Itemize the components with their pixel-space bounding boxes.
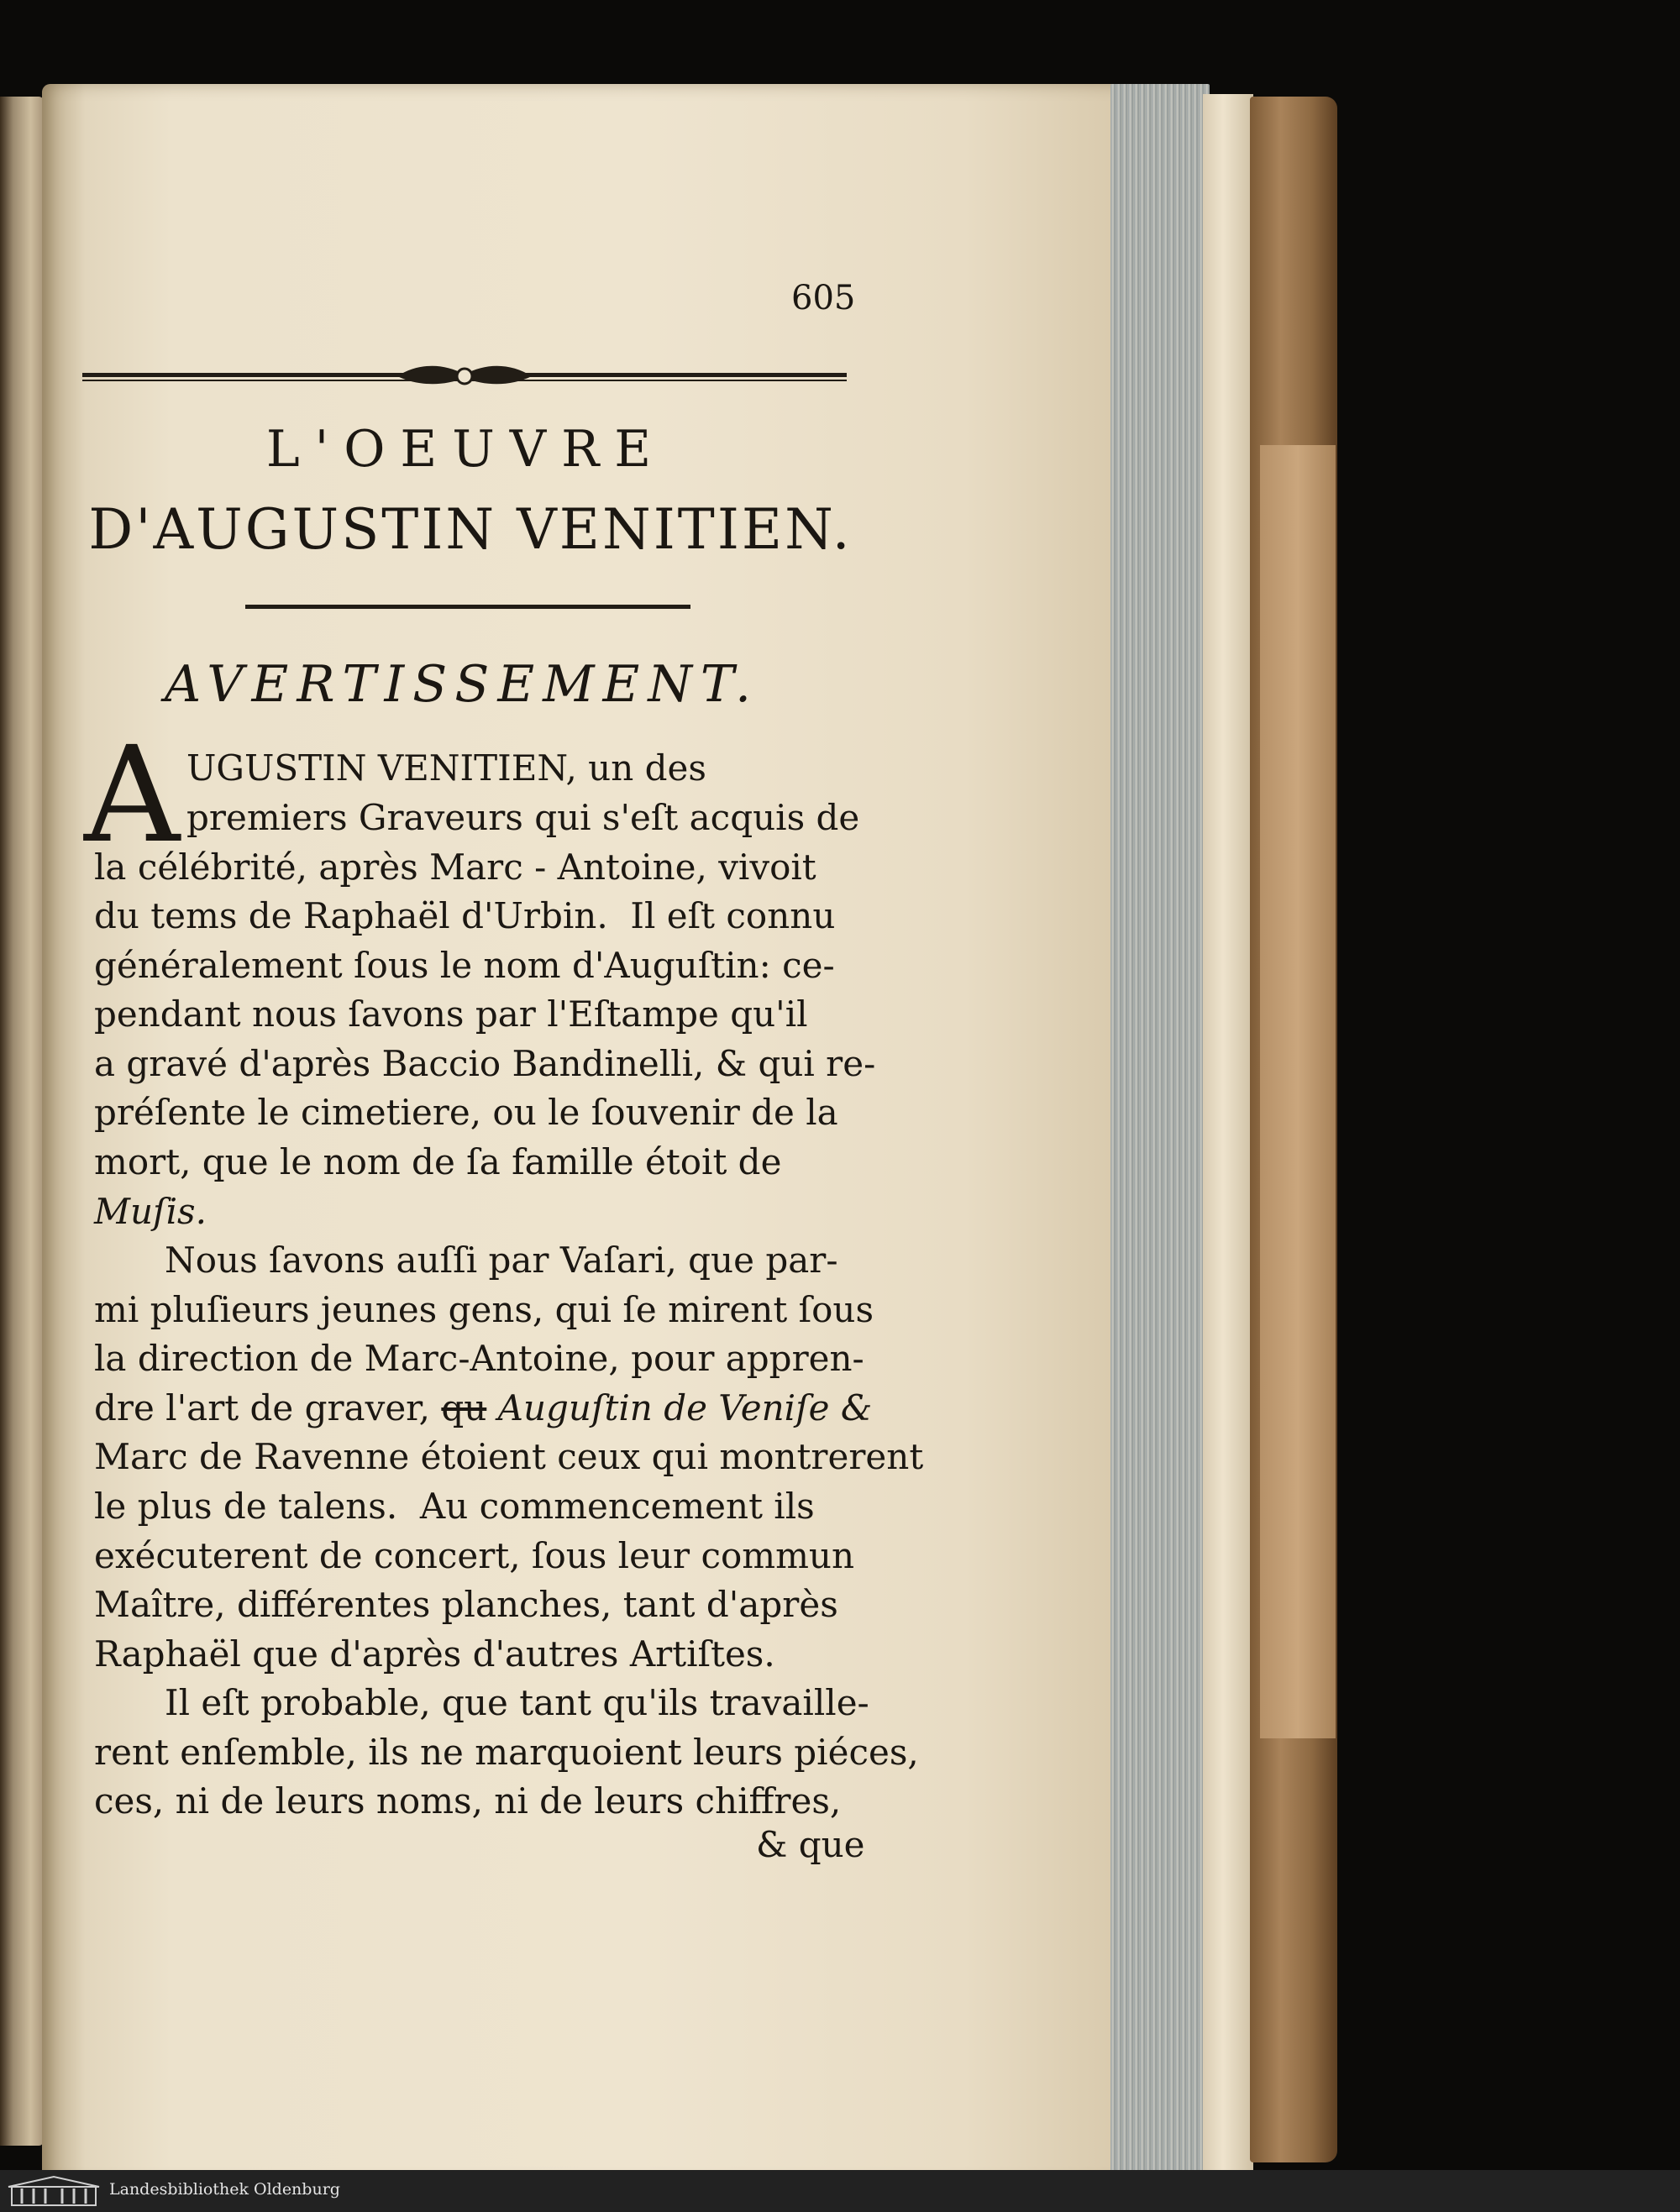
catchword: & que	[756, 1824, 865, 1865]
struck-word: qu	[441, 1387, 487, 1428]
body-line: exécuterent de concert, ſous leur commun	[94, 1535, 855, 1576]
library-label: Landesbibliothek Oldenburg	[109, 2180, 340, 2199]
body-line: du tems de Raphaël d'Urbin. Il eſt connu	[94, 895, 836, 936]
drop-cap: A	[84, 718, 181, 873]
body-line-end: Auguſtin de Veniſe &	[486, 1387, 873, 1428]
previous-page-edge	[0, 97, 44, 2146]
body-line: Raphaël que d'après d'autres Artiſtes.	[94, 1633, 775, 1675]
title-line-1: L'OEUVRE	[265, 420, 667, 479]
body-line-start: dre l'art de graver,	[94, 1387, 442, 1428]
body-line: la direction de Marc-Antoine, pour appren-	[94, 1338, 864, 1379]
section-heading: AVERTISSEMENT.	[164, 655, 760, 714]
body-line: pendant nous ſavons par l'Eſtampe qu'il	[94, 993, 808, 1035]
page-block-edges	[1110, 84, 1210, 2212]
body-line	[94, 1384, 873, 1434]
body-line: UGUSTIN VENITIEN, un des	[186, 747, 706, 789]
body-line: Nous ſavons auſſi par Vaſari, que par-	[165, 1240, 838, 1281]
body-line: a gravé d'après Baccio Bandinelli, & qui re-	[94, 1043, 876, 1084]
body-line: Il eſt probable, que tant qu'ils travaille-	[165, 1682, 869, 1723]
body-line: la célébrité, après Marc - Antoine, vivoit	[94, 847, 816, 888]
cover-leather-patch	[1260, 445, 1336, 1738]
library-building-icon	[5, 2175, 102, 2207]
body-line: premiers Graveurs qui s'eſt acquis de	[186, 797, 860, 838]
body-line: Muſis.	[94, 1191, 207, 1232]
page-number: 605	[791, 279, 856, 317]
body-line: mi pluſieurs jeunes gens, qui ſe mirent ſous	[94, 1289, 874, 1330]
body-line: rent enſemble, ils ne marquoient leurs piéces,	[94, 1732, 919, 1773]
body-line: préſente le cimetiere, ou le ſouvenir de la	[94, 1092, 838, 1133]
header-ornament	[82, 359, 847, 393]
body-line: Marc de Ravenne étoient ceux qui montrerent	[94, 1436, 924, 1477]
body-line: le plus de talens. Au commencement ils	[94, 1486, 815, 1527]
body-line: ces, ni de leurs noms, ni de leurs chiffres,	[94, 1780, 842, 1821]
endpaper	[1203, 94, 1253, 2194]
body-line: mort, que le nom de ſa famille étoit de	[94, 1141, 782, 1182]
body-line: Maître, différentes planches, tant d'après	[94, 1584, 838, 1625]
title-rule	[245, 605, 690, 609]
body-line: généralement ſous le nom d'Auguſtin: ce-	[94, 945, 835, 986]
title-line-2: D'AUGUSTIN VENITIEN.	[88, 497, 853, 562]
footer-bar	[0, 2170, 1680, 2212]
